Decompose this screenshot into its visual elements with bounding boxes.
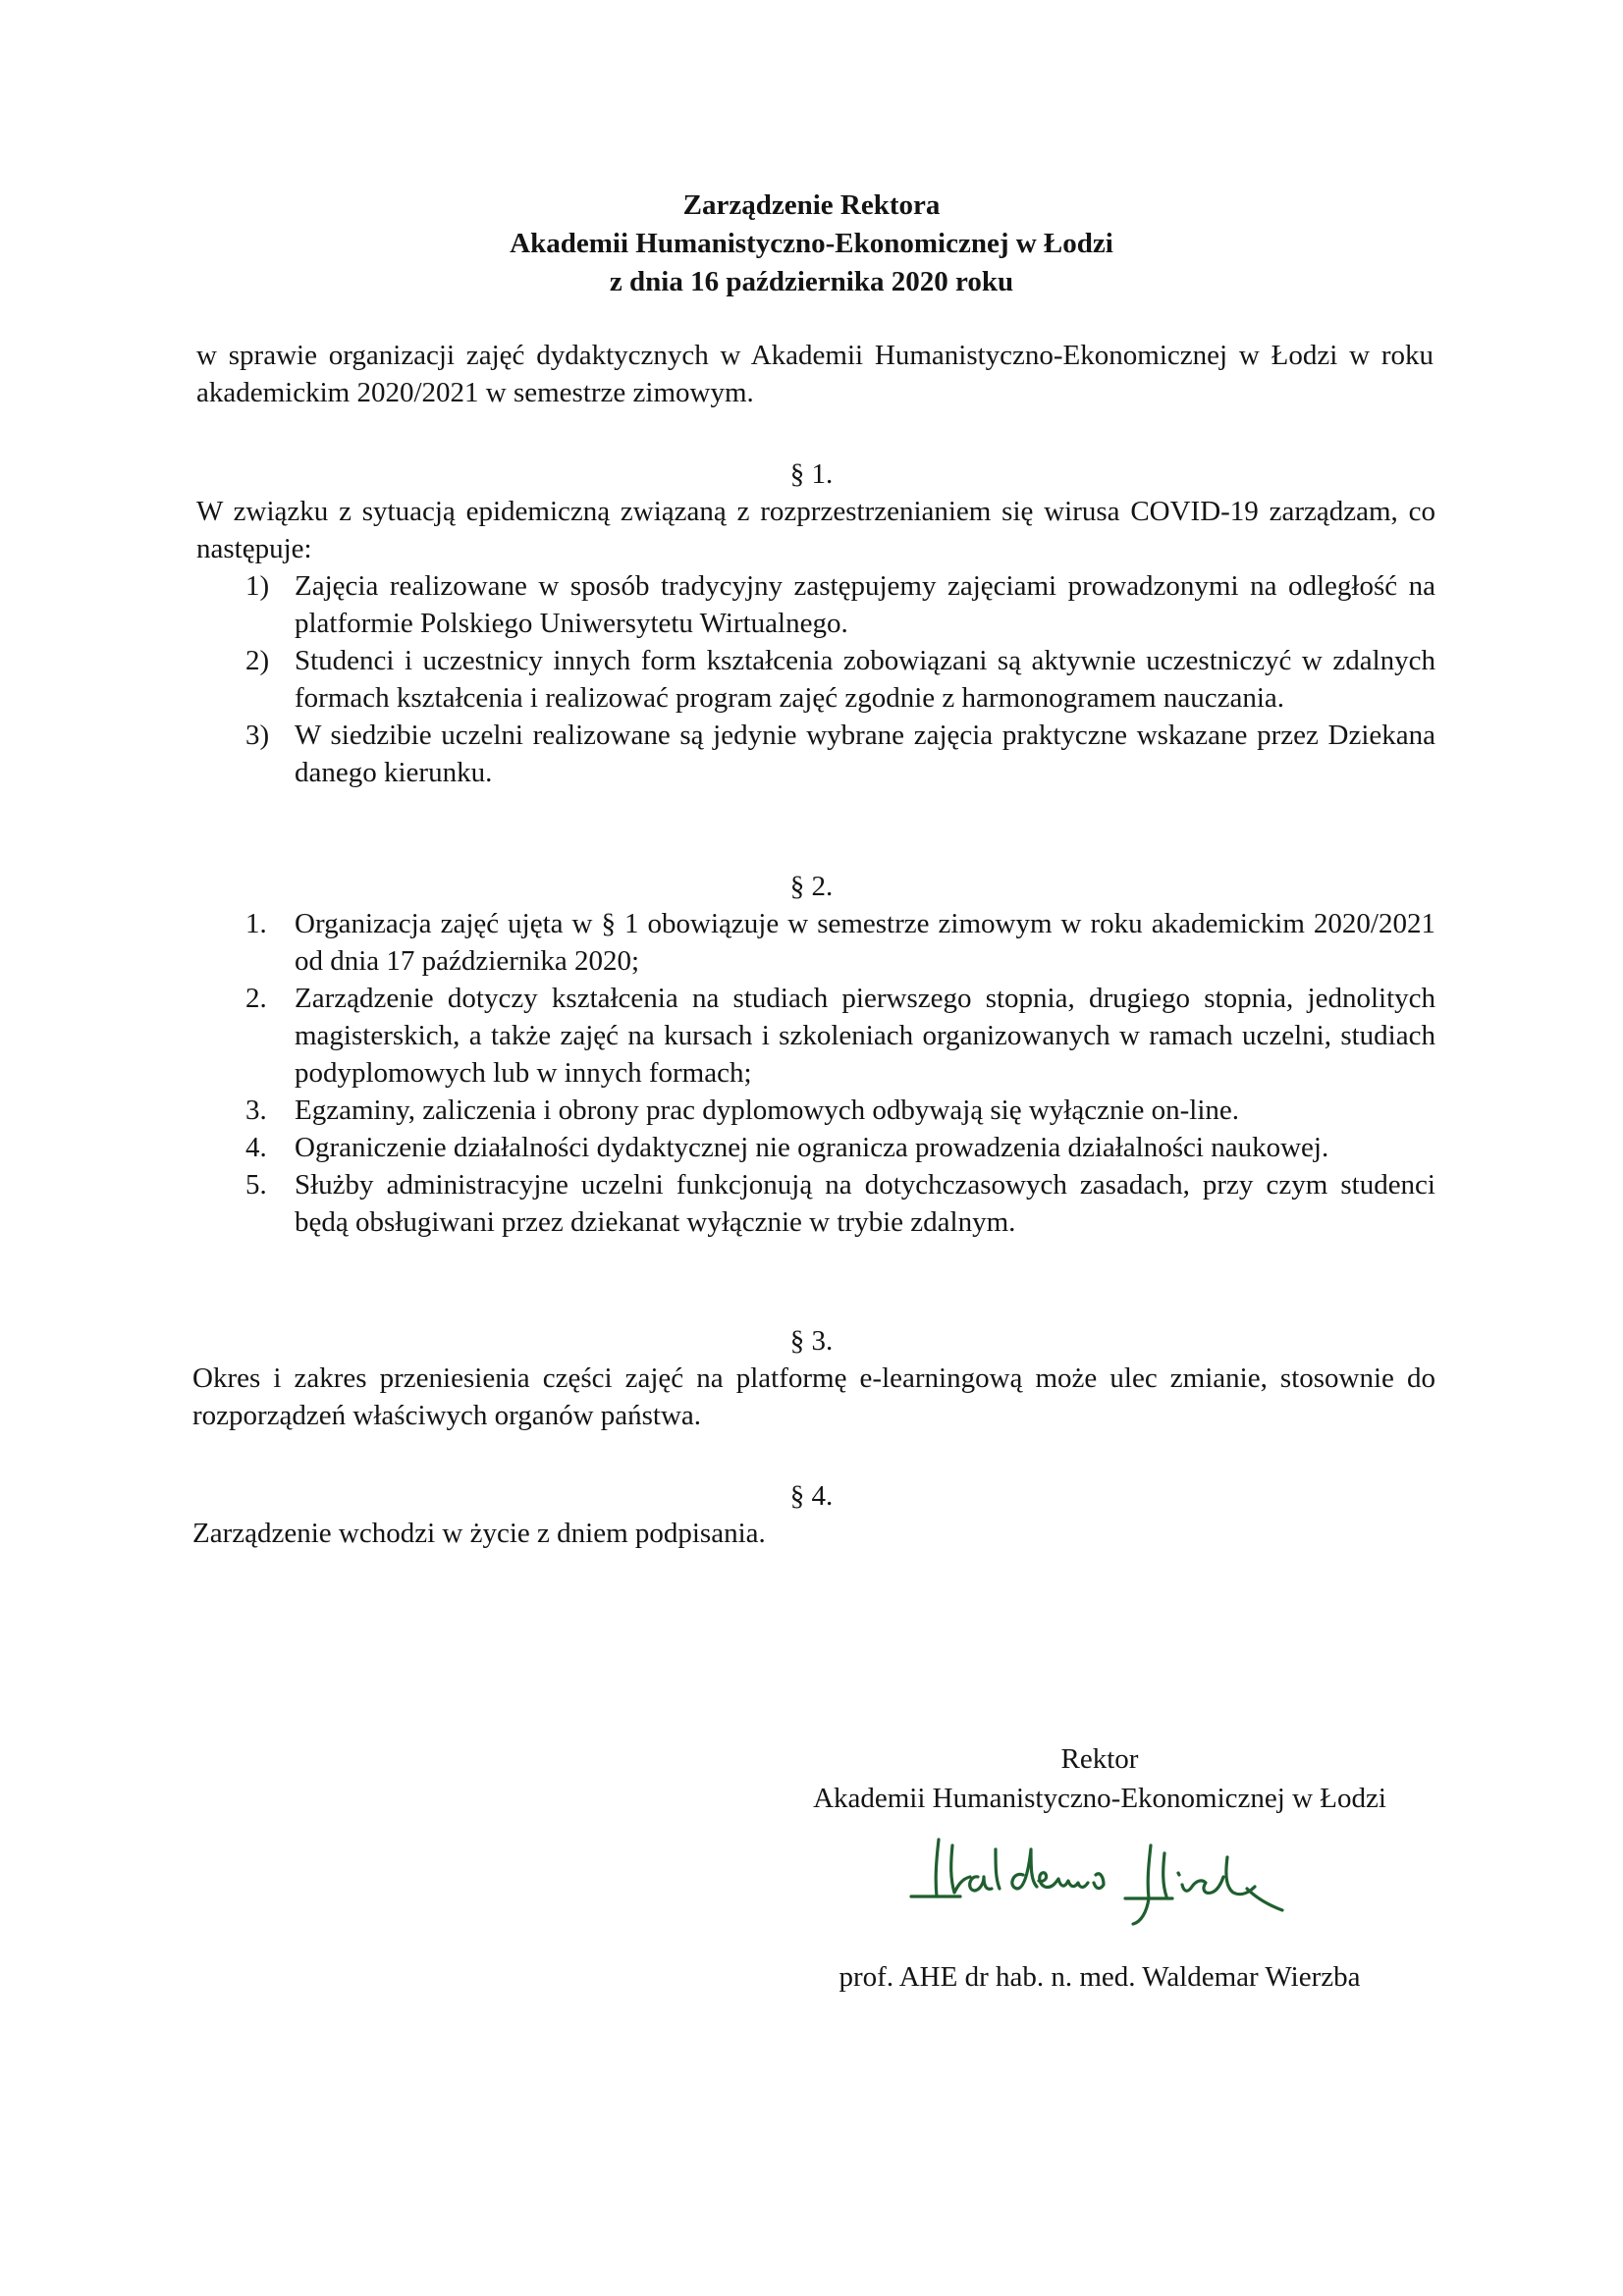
list-item-number: 2): [245, 645, 270, 676]
list-item: [245, 1166, 1435, 1241]
section-1-sign: § 1.: [789, 458, 834, 490]
list-item: [245, 642, 1435, 717]
list-item-text: Studenci i uczestnicy innych form kształcenia zobowiązani są aktywnie uczestniczyć w zdalnych formach kształcenia i realizować program zajęć zgodnie z harmonogramem nauczania.: [295, 645, 1435, 714]
document-subject: w sprawie organizacji zajęć dydaktycznych w Akademii Humanistyczno-Ekonomicznej w Łodzi w roku akademickim 2020/2021 w semestrze zimowym.: [196, 340, 1434, 408]
list-item: [245, 717, 1435, 791]
handwritten-signature: [901, 1828, 1314, 1946]
list-item-text: W siedzibie uczelni realizowane są jedynie wybrane zajęcia praktyczne wskazane przez Dziekana danego kierunku.: [295, 720, 1435, 788]
section-4-text: Zarządzenie wchodzi w życie z dniem podpisania.: [192, 1518, 766, 1549]
list-item-number: 3): [245, 720, 270, 751]
section-1-intro: [196, 493, 1435, 567]
section-3-text: Okres i zakres przeniesienia części zajęć na platformę e-learningową może ulec zmianie, stosownie do rozporządzeń właściwych organów państwa.: [192, 1362, 1435, 1431]
section-2-list: [245, 905, 1435, 1241]
list-item-number: 1): [245, 570, 270, 602]
signature-block: [766, 1739, 1434, 1818]
section-1-intro-text: W związku z sytuacją epidemiczną związaną z rozprzestrzenianiem się wirusa COVID-19 zarządzam, co następuje:: [196, 496, 1435, 564]
list-item-text: Zajęcia realizowane w sposób tradycyjny zastępujemy zajęciami prowadzonymi na odległość na platformie Polskiego Uniwersytetu Wirtualnego.: [295, 570, 1435, 639]
signature-strokes: [911, 1840, 1282, 1924]
signature-title: Rektor: [1060, 1743, 1139, 1775]
list-item-number: 3.: [245, 1095, 267, 1126]
list-item: [245, 980, 1435, 1092]
list-item: [245, 1129, 1435, 1166]
section-4-sign: § 4.: [789, 1480, 834, 1512]
list-item-number: 2.: [245, 983, 267, 1014]
header-date: z dnia 16 października 2020 roku: [609, 266, 1014, 297]
section-4-body: [192, 1515, 1435, 1552]
list-item: [245, 1092, 1435, 1129]
list-item-text: Ograniczenie działalności dydaktycznej nie ogranicza prowadzenia działalności naukowej.: [295, 1132, 1329, 1163]
header-institution: Akademii Humanistyczno-Ekonomicznej w Łodzi: [510, 228, 1113, 259]
section-2-sign: § 2.: [789, 871, 834, 902]
signature-institution: Akademii Humanistyczno-Ekonomicznej w Łodzi: [813, 1783, 1386, 1814]
list-item-text: Służby administracyjne uczelni funkcjonują na dotychczasowych zasadach, przy czym studenci będą obsługiwani przez dziekanat wyłącznie w trybie zdalnym.: [295, 1169, 1435, 1238]
list-item-text: Egzaminy, zaliczenia i obrony prac dyplomowych odbywają się wyłącznie on-line.: [295, 1095, 1240, 1126]
section-1-list: [245, 567, 1435, 791]
header-title: Zarządzenie Rektora: [682, 189, 941, 221]
list-item-text: Organizacja zajęć ujęta w § 1 obowiązuje w semestrze zimowym w roku akademickim 2020/2021 od dnia 17 października 2020;: [295, 908, 1435, 977]
list-item-number: 1.: [245, 908, 267, 939]
document-header: [0, 187, 1623, 301]
list-item-number: 4.: [245, 1132, 267, 1163]
signer-name: prof. AHE dr hab. n. med. Waldemar Wierzba: [839, 1961, 1361, 1993]
list-item: [245, 567, 1435, 642]
list-item: [245, 905, 1435, 980]
list-item-number: 5.: [245, 1169, 267, 1201]
list-item-text: Zarządzenie dotyczy kształcenia na studiach pierwszego stopnia, drugiego stopnia, jednolitych magisterskich, a także zajęć na kursach i szkoleniach organizowanych w ramach uczelni, studiach podyplomowych lub w innych formach;: [295, 983, 1435, 1089]
section-3-sign: § 3.: [789, 1325, 834, 1357]
section-3-body: [192, 1360, 1435, 1434]
